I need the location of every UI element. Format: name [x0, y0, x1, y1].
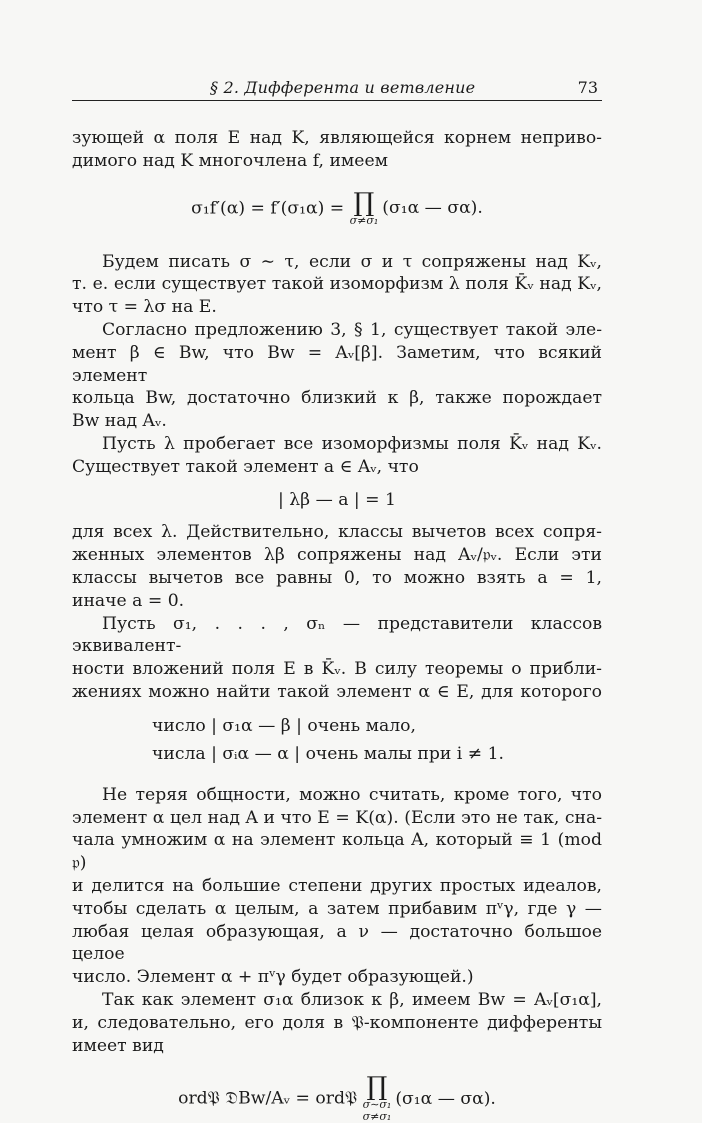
text-line: элемент α цел над A и что E = K(α). (Если это не так, сна- [72, 807, 602, 828]
product-operator [362, 1072, 392, 1123]
text-line: чала умножим α на элемент кольца A, который ≡ 1 (mod 𝔭) [72, 830, 602, 874]
product-operator [349, 187, 379, 227]
text-line: мент β ∈ Bw, что Bw = Aᵥ[β]. Заметим, что всякий элемент [72, 342, 602, 386]
text-line: Не теряя общности, можно считать, кроме того, что [102, 784, 602, 805]
text-line: т. е. если существует такой изоморфизм λ поля K̄ᵥ над Kᵥ, [72, 274, 602, 295]
condition-line: числа | σᵢα — α | очень малы при i ≠ 1. [152, 743, 504, 764]
text-line: зующей α поля E над K, являющейся корнем неприво- [72, 128, 602, 148]
page-header [72, 76, 602, 101]
text-line: Будем писать σ ∼ τ, если σ и τ сопряжены над Kᵥ, [102, 251, 602, 272]
text-line: Пусть λ пробегает все изоморфизмы поля K̄ᵥ над Kᵥ. [102, 433, 602, 454]
text-line: и, следовательно, его доля в 𝔓-компоненте дифференты [72, 1012, 602, 1033]
text-line: иначе a = 0. [72, 590, 185, 611]
text-line: имеет вид [72, 1035, 164, 1056]
condition-line: число | σ₁α — β | очень мало, [152, 715, 416, 736]
product-group [362, 1072, 496, 1123]
text-line: и делится на большие степени других простых идеалов, [72, 875, 602, 896]
running-head: § 2. Дифферента и ветвление [210, 78, 476, 97]
text-line: число. Элемент α + πᵛγ будет образующей.) [72, 967, 474, 988]
text-line: Так как элемент σ₁α близок к β, имеем Bw = Aᵥ[σ₁α], [102, 989, 602, 1010]
text-line: димого над K многочлена f, имеем [72, 150, 388, 171]
page-number: 73 [577, 78, 598, 97]
product-symbol: ∏ [366, 1072, 388, 1103]
text-line: женных элементов λβ сопряжены над Aᵥ/𝔭ᵥ. Если эти [72, 545, 602, 566]
text-line: Пусть σ₁, . . . , σₙ — представители классов эквивалент- [72, 613, 602, 657]
product-group [349, 187, 483, 227]
condition-list [152, 712, 602, 768]
product-subscript: σ≠σ₁ [362, 1110, 392, 1123]
equation-norm: | λβ — a | = 1 [278, 489, 396, 510]
product-subscript: σ∼σ₁ [362, 1098, 392, 1112]
product-term: (σ₁α — σα). [395, 1088, 496, 1109]
text-line: классы вычетов все равны 0, то можно взять a = 1, [72, 567, 602, 588]
text-line: Согласно предложению 3, § 1, существует такой эле- [102, 319, 602, 340]
product-term: (σ₁α — σα). [382, 198, 483, 219]
text-line: любая целая образующая, а ν — достаточно большое целое [72, 921, 602, 965]
product-symbol: ∏ [353, 187, 375, 218]
text-line: кольца Bw, достаточно близкий к β, также порождает [72, 388, 602, 409]
product-subscript: σ≠σ₁ [349, 213, 379, 227]
text-line: жениях можно найти такой элемент α ∈ E, для которого [72, 681, 602, 702]
equation-different [72, 1072, 602, 1123]
formula-lhs: ord𝔓 𝔇Bw/Aᵥ = ord𝔓 [178, 1088, 358, 1109]
text-line: для всех λ. Действительно, классы вычетов всех сопря- [72, 522, 602, 543]
page-body [72, 127, 602, 1123]
text-line: Существует такой элемент a ∈ Aᵥ, что [72, 456, 419, 477]
equation-lhs: σ₁f′(α) = f′(σ₁α) = [191, 198, 345, 219]
text-line: Bw над Aᵥ. [72, 411, 167, 432]
text-line: чтобы сделать α целым, а затем прибавим πᵛγ, где γ — [72, 898, 602, 919]
equation-derivative [72, 187, 602, 227]
text-line: что τ = λσ на E. [72, 297, 217, 318]
text-line: ности вложений поля E в K̄ᵥ. В силу теоремы о прибли- [72, 659, 602, 680]
